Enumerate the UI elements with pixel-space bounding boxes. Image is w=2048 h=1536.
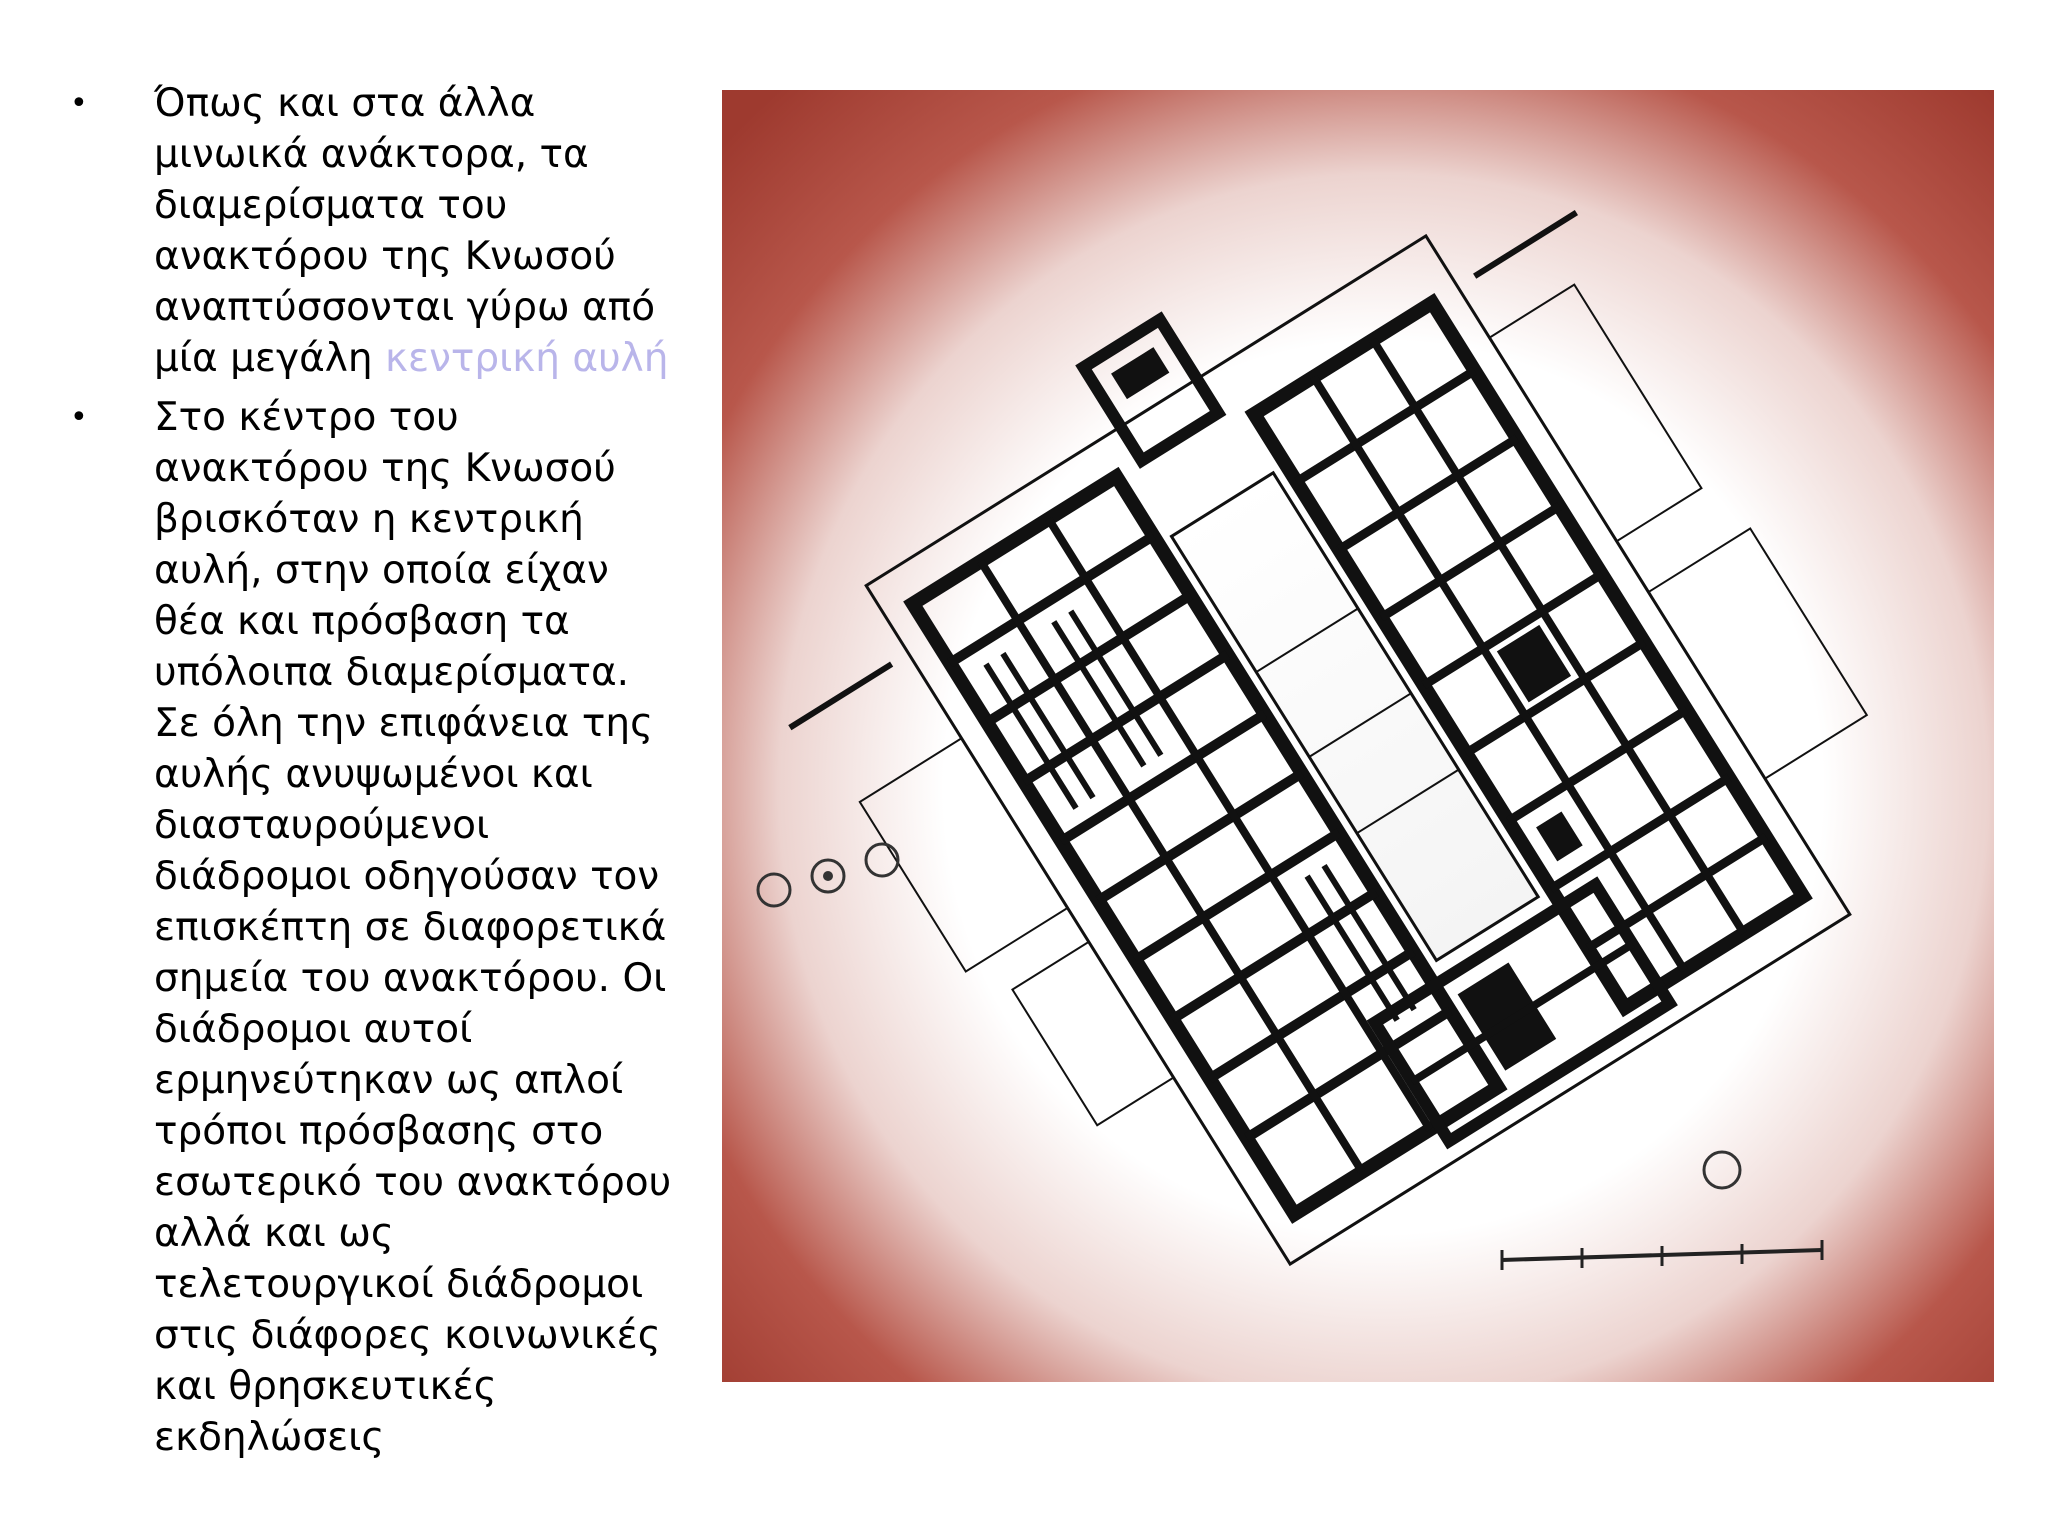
bullet-marker: • [70, 86, 88, 121]
floor-plan-svg [722, 90, 1994, 1382]
text-line: και θρησκευτικές [154, 1364, 497, 1409]
palace-floor-plan-image [722, 90, 1994, 1382]
text-line: ανακτόρου της Κνωσού [154, 446, 616, 491]
central-court-link[interactable]: κεντρική αυλή [385, 336, 669, 381]
text-column [70, 78, 690, 1471]
text-line: στις διάφορες κοινωνικές [154, 1313, 661, 1358]
text-line: εκδηλώσεις [154, 1415, 385, 1460]
text-line: τρόποι πρόσβασης στο [154, 1109, 604, 1154]
text-line: διασταυρούμενοι [154, 803, 490, 848]
text-line: διαμερίσματα του [154, 183, 508, 228]
text-line: θέα και πρόσβαση τα [154, 599, 570, 644]
text-line: αλλά και ως [154, 1211, 394, 1256]
text-line: μινωικά ανάκτορα, τα [154, 132, 589, 177]
bullet-item-2 [70, 392, 690, 1463]
text-line: εσωτερικό του ανακτόρου [154, 1160, 672, 1205]
text-line: αυλή, στην οποία είχαν [154, 548, 609, 593]
text-line: επισκέπτη σε διαφορετικά [154, 905, 667, 950]
text-line: Σε όλη την επιφάνεια της [154, 701, 654, 746]
text-line-with-link [154, 333, 690, 384]
text-line: ανακτόρου της Κνωσού [154, 234, 616, 279]
text-line: Όπως και στα άλλα [154, 81, 536, 126]
text-line: διάδρομοι οδηγούσαν τον [154, 854, 660, 899]
text-line: ερμηνεύτηκαν ως απλοί [154, 1058, 624, 1103]
text-line: αναπτύσσονται γύρω από [154, 285, 656, 330]
text-line: τελετουργικοί διάδρομοι [154, 1262, 644, 1307]
text-line: αυλής ανυψωμένοι και [154, 752, 593, 797]
bullet-item-1 [70, 78, 690, 384]
bullet-text [154, 78, 690, 384]
text-line: διάδρομοι αυτοί [154, 1007, 473, 1052]
text-line: Στο κέντρο του [154, 395, 459, 440]
text-line-prefix: μία μεγάλη [154, 336, 385, 381]
text-line: βρισκόταν η κεντρική [154, 497, 584, 542]
text-line: υπόλοιπα διαμερίσματα. [154, 650, 630, 695]
bullet-marker: • [70, 400, 88, 435]
text-line: σημεία του ανακτόρου. Οι [154, 956, 667, 1001]
bullet-text [154, 392, 690, 1463]
